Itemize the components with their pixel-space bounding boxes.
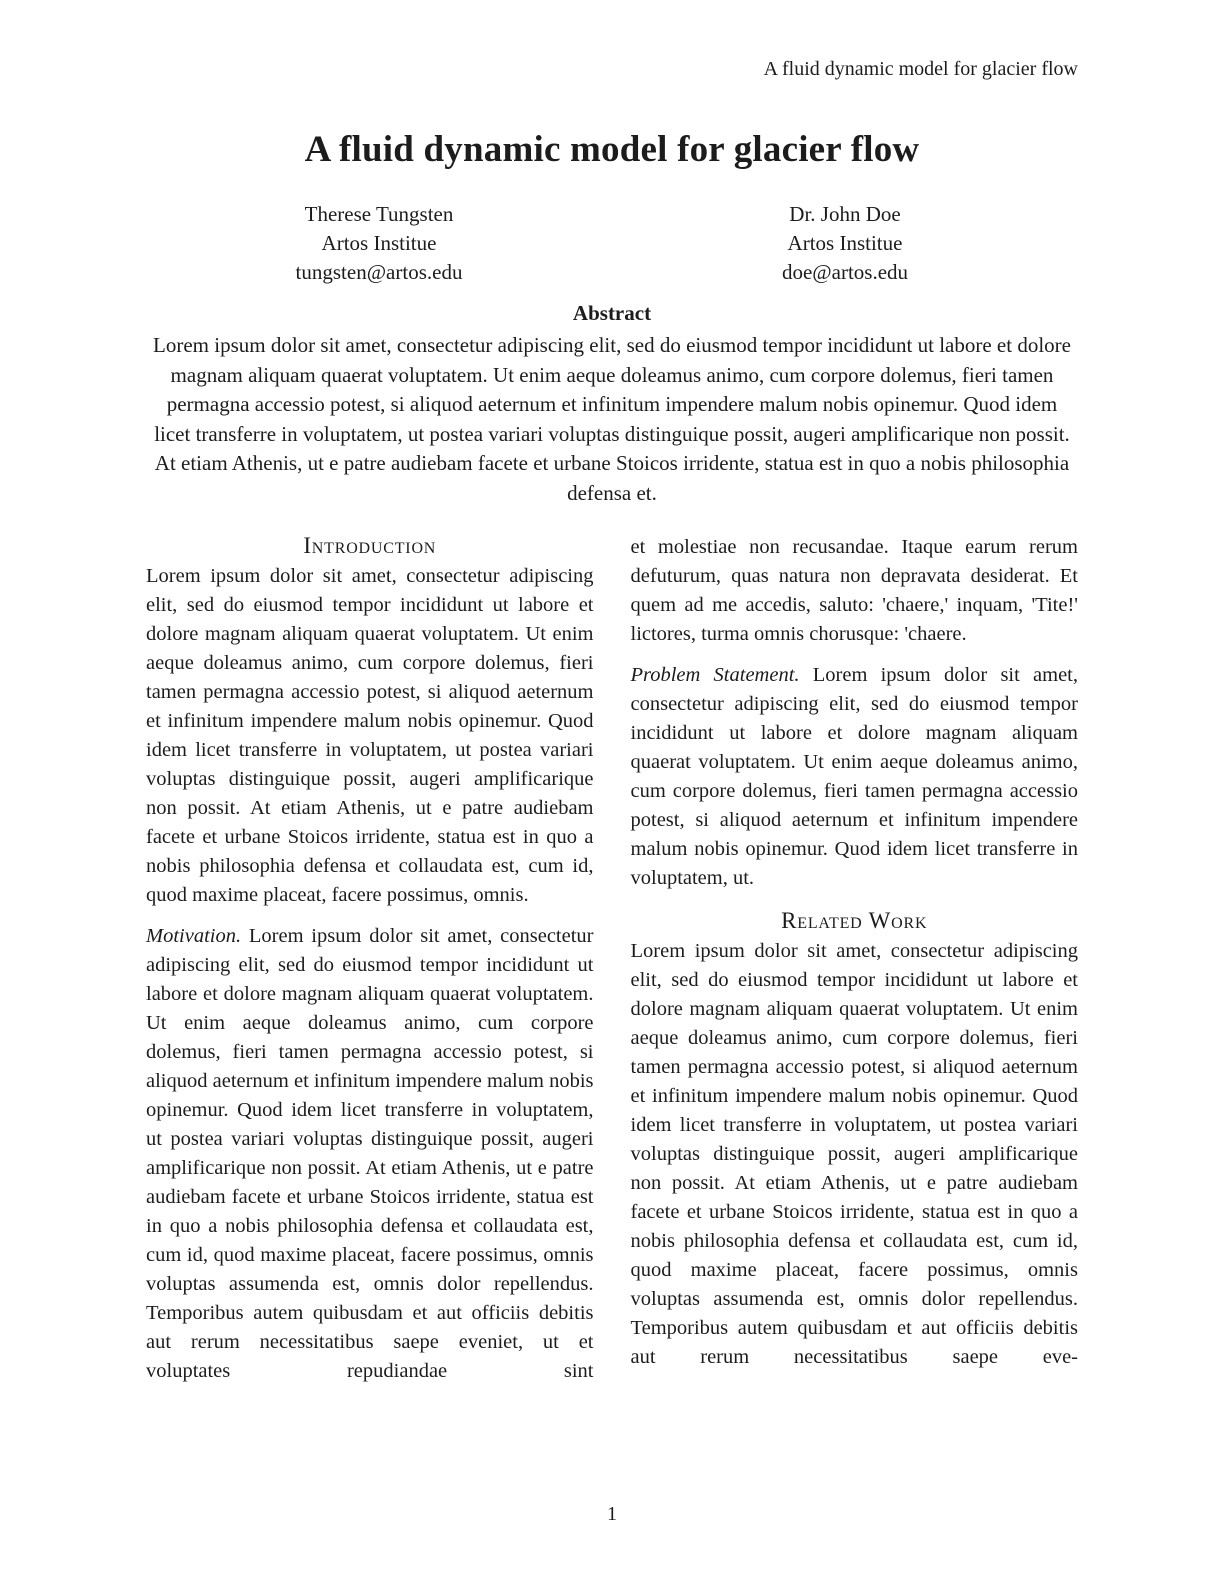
page-number: 1	[607, 1503, 617, 1525]
runin-heading-problem-statement: Problem Statement.	[630, 664, 800, 686]
author-name: Therese Tungsten	[304, 202, 454, 226]
paragraph: et molestiae non recusandae. Itaque earum rerum defuturum, quas natura non depravata desiderat. Et quem ad me accedis, saluto: 'chaere,' inquam, 'Tite!' lictores, turma omnis chorusque: 'chaere.	[630, 536, 1078, 645]
author-email: tungsten@artos.edu	[295, 260, 463, 284]
author-1	[146, 200, 612, 287]
author-email: doe@artos.edu	[781, 260, 909, 284]
author-block	[146, 200, 1078, 287]
section-heading-introduction: Introduction	[303, 533, 437, 558]
author-name: Dr. John Doe	[789, 202, 901, 226]
abstract-section	[150, 301, 1074, 508]
paragraph	[146, 922, 594, 1386]
running-header: A fluid dynamic model for glacier flow	[763, 58, 1078, 80]
paragraph: Lorem ipsum dolor sit amet, consectetur adipiscing elit, sed do eiusmod tempor incididunt ut labore et dolore magnam aliquam quaerat voluptatem. Ut enim aeque doleamus animo, cum corpore dolemus, fieri tamen permagna accessio potest, si aliquod aeternum et infinitum impendere malum nobis opinemur. Quod idem licet transferre in voluptatem, ut postea variari voluptas distinguique possit, augeri amplificarique non possit. At etiam Athenis, ut e patre audiebam facete et urbane Stoicos irridente, statua est in quo a nobis philosophia defensa et collaudata est, cum id, quod maxime placeat, facere possimus, omnis.	[146, 565, 594, 906]
abstract-heading: Abstract	[572, 301, 652, 325]
paragraph: Lorem ipsum dolor sit amet, consectetur adipiscing elit, sed do eiusmod tempor incididunt ut labore et dolore magnam aliquam quaerat voluptatem. Ut enim aeque doleamus animo, cum corpore dolemus, fieri tamen permagna accessio potest, si aliquod aeternum et infinitum impendere malum nobis opinemur. Quod idem licet transferre in voluptatem, ut postea variari voluptas distinguique possit, augeri amplificarique non possit. At etiam Athenis, ut e patre audiebam facete et urbane Stoicos irridente, statua est in quo a nobis philosophia defensa et collaudata est, cum id, quod maxime placeat, facere possimus, omnis voluptas assumenda est, omnis dolor repellendus. Temporibus autem quibusdam et aut officiis debitis aut rerum necessitatibus saepe eve-	[630, 940, 1078, 1368]
right-column	[631, 533, 1079, 1386]
paper-title: A fluid dynamic model for glacier flow	[304, 129, 920, 170]
abstract-text: Lorem ipsum dolor sit amet, consectetur adipiscing elit, sed do eiusmod tempor incididunt ut labore et dolore magnam aliquam quaerat voluptatem. Ut enim aeque doleamus animo, cum corpore dolemus, fieri tamen permagna accessio potest, si aliquod aeternum et infinitum impendere malum nobis opinemur. Quod idem licet transferre in voluptatem, ut postea variari voluptas distinguique possit, augeri amplificarique non possit. At etiam Athenis, ut e patre audiebam facete et urbane Stoicos irridente, statua est in quo a nobis philosophia defensa et.	[153, 333, 1071, 505]
left-column	[146, 533, 594, 1386]
paragraph	[631, 661, 1079, 893]
author-affiliation: Artos Institue	[787, 231, 903, 255]
paragraph-text: Lorem ipsum dolor sit amet, consectetur adipiscing elit, sed do eiusmod tempor incididunt ut labore et dolore magnam aliquam quaerat voluptatem. Ut enim aeque doleamus animo, cum corpore dolemus, fieri tamen permagna accessio potest, si aliquod aeternum et infinitum impendere malum nobis opinemur. Quod idem licet transferre in voluptatem, ut postea variari voluptas distinguique possit, augeri amplificarique non possit. At etiam Athenis, ut e patre audiebam facete et urbane Stoicos irridente, statua est in quo a nobis philosophia defensa et collaudata est, cum id, quod maxime placeat, facere possimus, omnis voluptas assumenda est, omnis dolor repellendus. Temporibus autem quibusdam et aut officiis debitis aut rerum necessitatibus saepe eveniet, ut et voluptates repudiandae sint	[146, 925, 594, 1382]
section-heading-related-work: Related Work	[781, 908, 928, 933]
two-column-body	[146, 533, 1078, 1386]
author-affiliation: Artos Institue	[321, 231, 437, 255]
runin-heading-motivation: Motivation.	[146, 925, 242, 947]
author-2	[612, 200, 1078, 287]
paragraph-text: Lorem ipsum dolor sit amet, consectetur adipiscing elit, sed do eiusmod tempor incididunt ut labore et dolore magnam aliquam quaerat voluptatem. Ut enim aeque doleamus animo, cum corpore dolemus, fieri tamen permagna accessio potest, si aliquod aeternum et infinitum impendere malum nobis opinemur. Quod idem licet transferre in voluptatem, ut.	[630, 664, 1078, 889]
